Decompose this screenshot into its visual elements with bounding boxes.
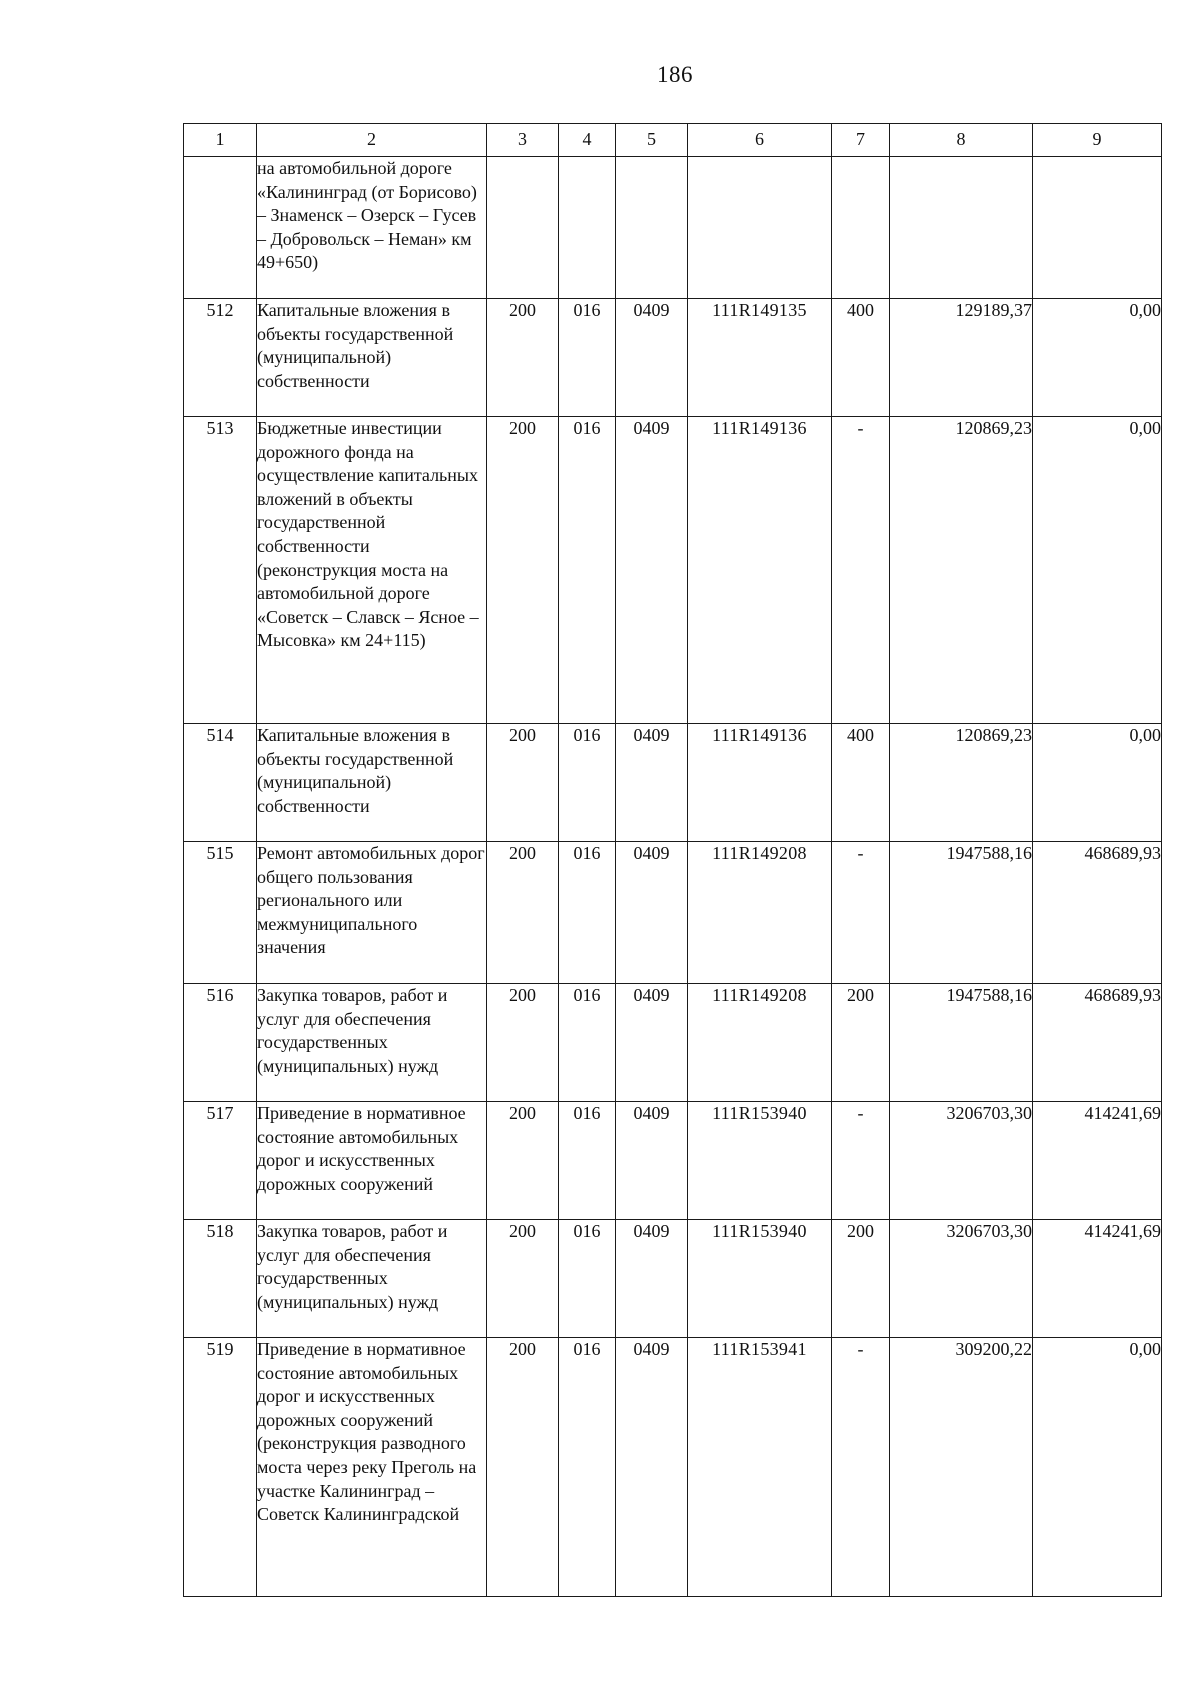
header-cell: 8 <box>890 124 1033 157</box>
amount-col8: 129189,37 <box>890 299 1033 417</box>
code-col4: 016 <box>559 842 616 984</box>
code-col6: 111R149136 <box>688 417 832 724</box>
header-cell: 7 <box>832 124 890 157</box>
code-col3: 200 <box>487 299 559 417</box>
empty-cell <box>890 157 1033 299</box>
row-number: 515 <box>184 842 257 984</box>
header-cell: 1 <box>184 124 257 157</box>
amount-col9: 0,00 <box>1033 299 1162 417</box>
code-col4: 016 <box>559 1338 616 1597</box>
table-row <box>184 1338 1162 1597</box>
row-name: Приведение в нормативное состояние автомобильных дорог и искусственных дорожных сооружений <box>257 1102 487 1220</box>
code-col7: - <box>832 1102 890 1220</box>
code-col5: 0409 <box>616 1220 688 1338</box>
amount-col8: 120869,23 <box>890 417 1033 724</box>
row-number: 512 <box>184 299 257 417</box>
code-col5: 0409 <box>616 724 688 842</box>
amount-col9: 414241,69 <box>1033 1102 1162 1220</box>
code-col7: 400 <box>832 299 890 417</box>
row-name: Капитальные вложения в объекты государственной (муниципальной) собственности <box>257 724 487 842</box>
amount-col9: 0,00 <box>1033 417 1162 724</box>
page-number: 186 <box>657 62 693 87</box>
code-col5: 0409 <box>616 984 688 1102</box>
table-row <box>184 417 1162 724</box>
code-col3: 200 <box>487 1338 559 1597</box>
code-col3: 200 <box>487 1220 559 1338</box>
row-number: 514 <box>184 724 257 842</box>
amount-col9: 468689,93 <box>1033 842 1162 984</box>
code-col3: 200 <box>487 1102 559 1220</box>
header-cell: 6 <box>688 124 832 157</box>
row-name: Бюджетные инвестиции дорожного фонда на осуществление капитальных вложений в объекты государственной собственности (реконструкция моста на автомобильной дороге «Советск – Славск – Ясное – Мысовка» км 24+115) <box>257 417 487 724</box>
code-col4: 016 <box>559 1102 616 1220</box>
row-number: 513 <box>184 417 257 724</box>
code-col7: 200 <box>832 984 890 1102</box>
code-col5: 0409 <box>616 417 688 724</box>
table-row <box>184 842 1162 984</box>
code-col7: - <box>832 1338 890 1597</box>
amount-col9: 0,00 <box>1033 724 1162 842</box>
table-row <box>184 1102 1162 1220</box>
code-col6: 111R149135 <box>688 299 832 417</box>
empty-cell <box>487 157 559 299</box>
row-number: 518 <box>184 1220 257 1338</box>
code-col4: 016 <box>559 417 616 724</box>
code-col3: 200 <box>487 842 559 984</box>
code-col6: 111R153940 <box>688 1220 832 1338</box>
continuation-row <box>184 157 1162 299</box>
table-row <box>184 299 1162 417</box>
empty-cell <box>559 157 616 299</box>
header-cell: 2 <box>257 124 487 157</box>
row-number: 516 <box>184 984 257 1102</box>
amount-col8: 120869,23 <box>890 724 1033 842</box>
code-col5: 0409 <box>616 299 688 417</box>
header-cell: 5 <box>616 124 688 157</box>
table-row <box>184 724 1162 842</box>
code-col7: - <box>832 842 890 984</box>
amount-col8: 309200,22 <box>890 1338 1033 1597</box>
amount-col8: 1947588,16 <box>890 984 1033 1102</box>
header-cell: 4 <box>559 124 616 157</box>
row-name: Закупка товаров, работ и услуг для обеспечения государственных (муниципальных) нужд <box>257 984 487 1102</box>
code-col3: 200 <box>487 724 559 842</box>
empty-cell <box>1033 157 1162 299</box>
row-name: Закупка товаров, работ и услуг для обеспечения государственных (муниципальных) нужд <box>257 1220 487 1338</box>
code-col3: 200 <box>487 417 559 724</box>
empty-cell <box>832 157 890 299</box>
budget-table <box>183 123 1162 1597</box>
continuation-text: на автомобильной дороге «Калининград (от Борисово) – Знаменск – Озерск – Гусев – Добровольск – Неман» км 49+650) <box>257 157 487 299</box>
code-col6: 111R153940 <box>688 1102 832 1220</box>
amount-col9: 468689,93 <box>1033 984 1162 1102</box>
row-name: Приведение в нормативное состояние автомобильных дорог и искусственных дорожных сооружений (реконструкция разводного моста через реку Преголь на участке Калининград – Советск Калининградской <box>257 1338 487 1597</box>
code-col6: 111R149136 <box>688 724 832 842</box>
code-col5: 0409 <box>616 1338 688 1597</box>
code-col5: 0409 <box>616 842 688 984</box>
amount-col8: 3206703,30 <box>890 1102 1033 1220</box>
table-row <box>184 984 1162 1102</box>
header-cell: 9 <box>1033 124 1162 157</box>
code-col4: 016 <box>559 984 616 1102</box>
code-col6: 111R149208 <box>688 984 832 1102</box>
code-col7: 200 <box>832 1220 890 1338</box>
amount-col8: 1947588,16 <box>890 842 1033 984</box>
empty-cell <box>184 157 257 299</box>
code-col3: 200 <box>487 984 559 1102</box>
amount-col9: 0,00 <box>1033 1338 1162 1597</box>
row-number: 517 <box>184 1102 257 1220</box>
code-col4: 016 <box>559 724 616 842</box>
empty-cell <box>688 157 832 299</box>
code-col6: 111R153941 <box>688 1338 832 1597</box>
amount-col8: 3206703,30 <box>890 1220 1033 1338</box>
row-name: Ремонт автомобильных дорог общего пользования регионального или межмуниципального значения <box>257 842 487 984</box>
header-cell: 3 <box>487 124 559 157</box>
header-row <box>184 124 1162 157</box>
code-col7: - <box>832 417 890 724</box>
code-col7: 400 <box>832 724 890 842</box>
code-col4: 016 <box>559 299 616 417</box>
amount-col9: 414241,69 <box>1033 1220 1162 1338</box>
code-col6: 111R149208 <box>688 842 832 984</box>
empty-cell <box>616 157 688 299</box>
code-col5: 0409 <box>616 1102 688 1220</box>
code-col4: 016 <box>559 1220 616 1338</box>
row-name: Капитальные вложения в объекты государственной (муниципальной) собственности <box>257 299 487 417</box>
row-number: 519 <box>184 1338 257 1597</box>
table-row <box>184 1220 1162 1338</box>
